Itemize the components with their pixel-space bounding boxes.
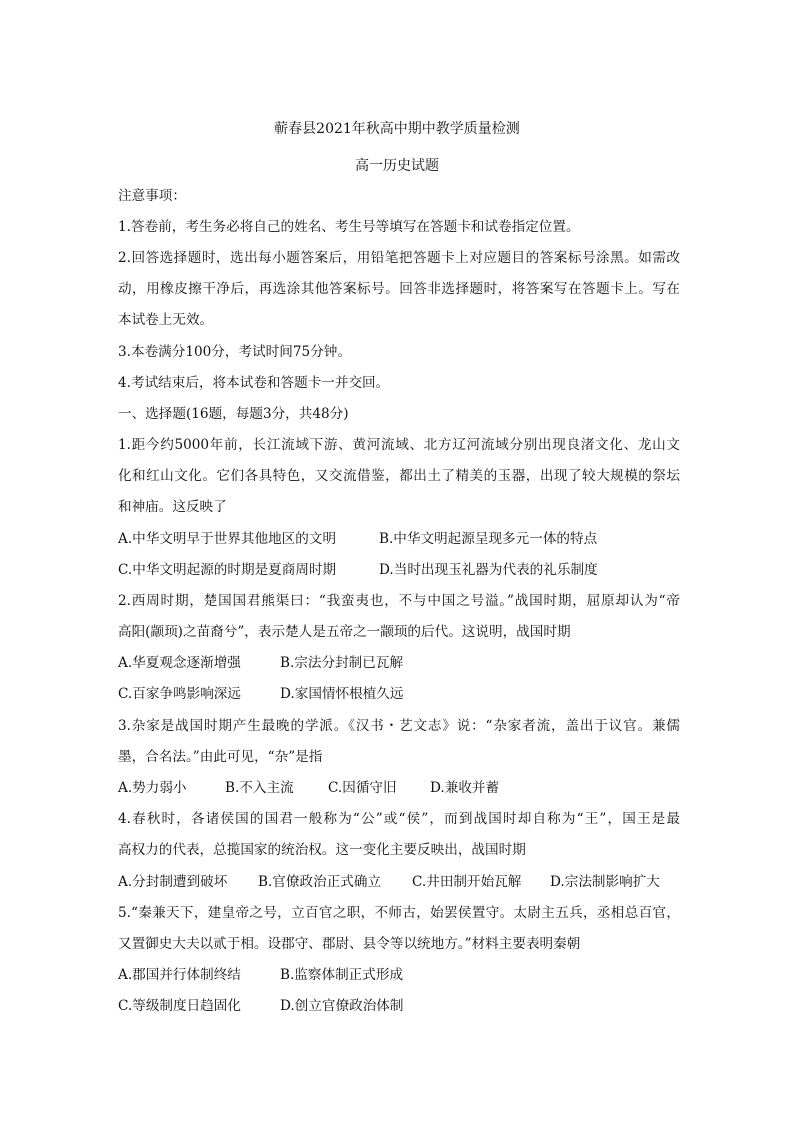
notice-item: 4.考试结束后，将本试卷和答题卡一并交回。 [118,375,390,391]
question-3-options [118,778,680,798]
question-2-stem: 2.西周时期，楚国国君熊渠曰：“我蛮夷也，不与中国之号溢。”战国时期，屈原却认为“帝 [118,593,680,609]
question-4-options [118,872,680,892]
notice-heading: 注意事项： [118,188,186,204]
option-a: A.郡国并行体制终结 [118,967,241,983]
question-1-options [118,560,680,580]
question-1-stem: 和神庙。这反映了 [118,499,227,515]
question-1-options [118,529,680,549]
option-a: A.中华文明早于世界其他地区的文明 [118,531,337,547]
notice-item: 2.回答选择题时，选出每小题答案后，用铅笔把答题卡上对应题目的答案标号涂黑。如需改 [118,250,680,266]
notice-item: 动，用橡皮擦干净后，再选涂其他答案标号。回答非选择题时，将答案写在答题卡上。写在 [118,281,680,297]
option-d: D.宗法制影响扩大 [550,874,660,890]
exam-subtitle: 高一历史试题 [355,158,439,174]
notice-item: 1.答卷前，考生务必将自己的姓名、考生号等填写在答题卡和试卷指定位置。 [118,219,580,235]
option-b: B.中华文明起源呈现多元一体的特点 [379,531,598,547]
option-b: B.不入主流 [225,780,294,796]
question-5-stem: 又置御史大夫以贰于相。设郡守、郡尉、县令等以统地方。”材料主要表明秦朝 [118,936,581,952]
option-d: D.创立官僚政治体制 [280,998,404,1014]
option-c: C.百家争鸣影响深远 [118,686,241,702]
section-heading: 一、选择题(16题，每题3分，共48分) [118,406,349,422]
question-4-stem: 高权力的代表，总揽国家的统治权。这一变化主要反映出，战国时期 [118,842,526,858]
question-5-stem: 5.“秦兼天下，建皇帝之号，立百官之职，不师古，始罢侯置守。太尉主五兵，丞相总百官， [118,905,680,921]
notice-item: 本试卷上无效。 [118,312,214,328]
notice-item: 3.本卷满分100分，考试时间75分钟。 [118,344,351,360]
question-1-stem: 化和红山文化。它们各具特色，又交流借鉴，都出土了精美的玉器，出现了较大规模的祭坛 [118,468,680,484]
question-5-options [118,965,680,985]
option-a: A.势力弱小 [118,780,187,796]
question-5-options [118,996,680,1016]
question-3-stem: 墨，合名法。”由此可见，“杂”是指 [118,749,323,765]
option-b: B.官僚政治正式确立 [258,874,382,890]
option-a: A.华夏观念逐渐增强 [118,655,241,671]
option-a: A.分封制遭到破坏 [118,874,228,890]
option-c: C.因循守旧 [328,780,397,796]
question-2-stem: 高阳(颛顼)之苗裔兮”，表示楚人是五帝之一颛顼的后代。这说明，战国时期 [118,624,571,640]
option-b: B.监察体制正式形成 [280,967,404,983]
question-2-options [118,684,680,704]
option-d: D.当时出现玉礼器为代表的礼乐制度 [379,562,598,578]
option-d: D.兼收并蓄 [430,780,500,796]
option-d: D.家国情怀根植久远 [280,686,404,702]
option-b: B.宗法分封制已瓦解 [280,655,404,671]
option-c: C.中华文明起源的时期是夏商周时期 [118,562,337,578]
question-1-stem: 1.距今约5000年前，长江流域下游、黄河流域、北方辽河流域分别出现良渚文化、龙山文 [118,437,680,453]
option-c: C.井田制开始瓦解 [412,874,522,890]
question-2-options [118,653,680,673]
option-c: C.等级制度日趋固化 [118,998,241,1014]
question-4-stem: 4.春秋时，各诸侯国的国君一般称为“公”或“侯”，而到战国时却自称为“王”，国王是最 [118,811,680,827]
exam-title: 蕲春县2021年秋高中期中教学质量检测 [274,121,520,137]
question-3-stem: 3.杂家是战国时期产生最晚的学派。《汉书・艺文志》说：“杂家者流，盖出于议官。兼儒 [118,718,680,734]
